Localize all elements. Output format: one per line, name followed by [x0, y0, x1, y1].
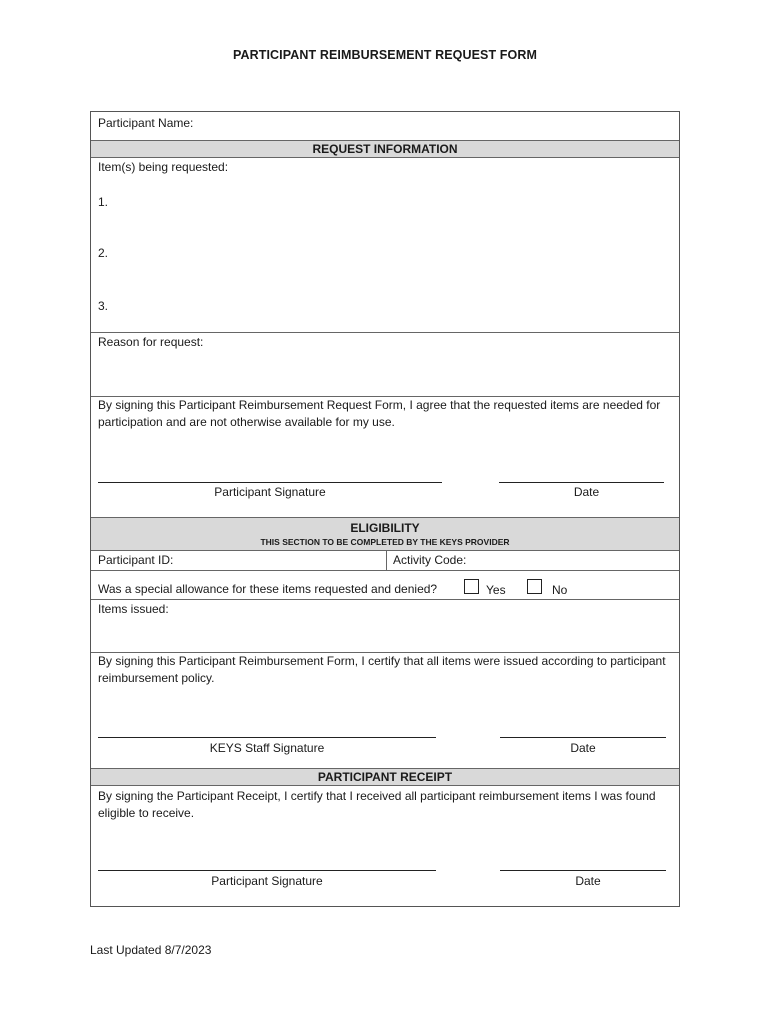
- date-line[interactable]: [499, 482, 664, 483]
- reason-field[interactable]: [91, 333, 679, 396]
- staff-date-line[interactable]: [500, 737, 666, 738]
- item-number-2: 2.: [98, 246, 109, 260]
- items-issued-field[interactable]: [91, 600, 679, 652]
- participant-signature-line[interactable]: [98, 482, 442, 483]
- last-updated: Last Updated 8/7/2023: [90, 943, 212, 957]
- allowance-question: Was a special allowance for these items requested and denied?: [98, 582, 438, 596]
- no-checkbox[interactable]: [527, 579, 542, 594]
- eligibility-subheader: THIS SECTION TO BE COMPLETED BY THE KEYS PROVIDER: [260, 537, 510, 547]
- participant-name-label: Participant Name:: [98, 116, 194, 130]
- participant-name-field[interactable]: [91, 112, 679, 140]
- form-title: PARTICIPANT REIMBURSEMENT REQUEST FORM: [232, 48, 538, 62]
- eligibility-title: ELIGIBILITY: [350, 521, 420, 535]
- eligibility-header: [91, 517, 679, 551]
- reimbursement-form: [90, 111, 680, 907]
- items-requested-field[interactable]: [91, 158, 679, 332]
- yes-label: Yes: [486, 583, 506, 597]
- reason-label: Reason for request:: [98, 335, 204, 349]
- agreement-text: By signing this Participant Reimbursement Request Form, I agree that the requested items are needed for participation and are not otherwise available for my use.: [98, 398, 661, 429]
- no-label: No: [552, 583, 568, 597]
- receipt-date-caption: Date: [575, 874, 601, 888]
- staff-signature-line[interactable]: [98, 737, 436, 738]
- receipt-date-line[interactable]: [500, 870, 666, 871]
- activity-code-field[interactable]: [387, 551, 679, 570]
- items-issued-label: Items issued:: [98, 602, 169, 616]
- staff-signature-caption: KEYS Staff Signature: [209, 741, 325, 755]
- item-number-3: 3.: [98, 299, 109, 313]
- receipt-text: By signing the Participant Receipt, I certify that I received all participant reimbursement items I was found eligible to receive.: [98, 789, 656, 820]
- participant-signature-caption: Participant Signature: [214, 485, 326, 499]
- participant-id-label: Participant ID:: [98, 553, 174, 567]
- staff-date-caption: Date: [570, 741, 596, 755]
- divider: [91, 570, 679, 571]
- date-caption: Date: [573, 485, 600, 499]
- receipt-signature-line[interactable]: [98, 870, 436, 871]
- items-requested-label: Item(s) being requested:: [98, 160, 229, 174]
- yes-checkbox[interactable]: [464, 579, 479, 594]
- receipt-signature-caption: Participant Signature: [211, 874, 323, 888]
- participant-receipt-header: PARTICIPANT RECEIPT: [91, 768, 679, 786]
- participant-id-field[interactable]: [91, 551, 386, 570]
- item-number-1: 1.: [98, 195, 109, 209]
- request-information-header: REQUEST INFORMATION: [91, 140, 679, 158]
- activity-code-label: Activity Code:: [393, 553, 467, 567]
- certify-text: By signing this Participant Reimbursement Form, I certify that all items were issued according to participant reimbursement policy.: [98, 654, 666, 685]
